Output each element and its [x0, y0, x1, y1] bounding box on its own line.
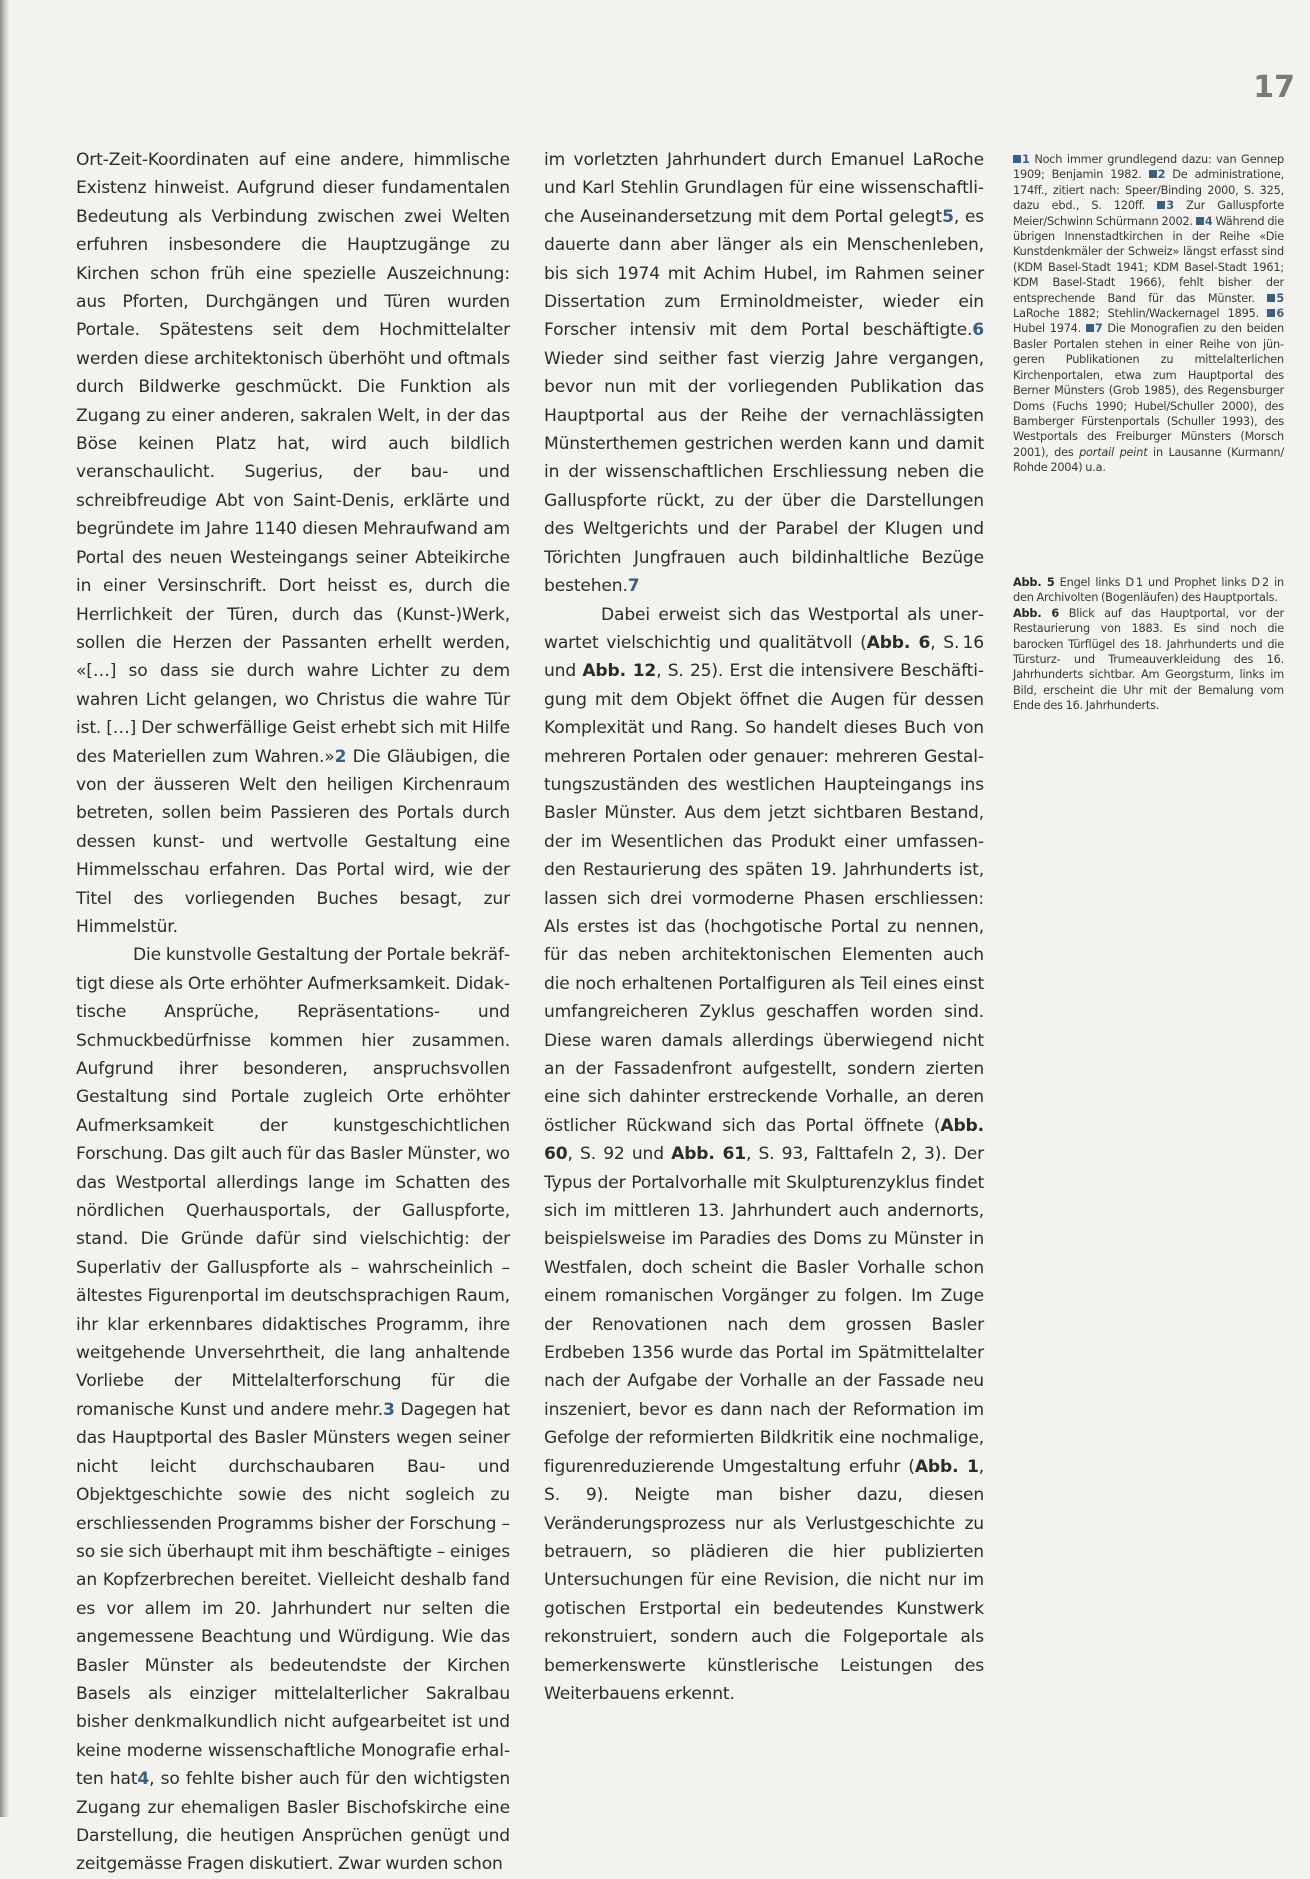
- figure-reference: Abb. 6: [866, 632, 931, 653]
- footnote-text: Während die übrigen Innenstadtkirchen in der Reihe «Die Kunstdenkmäler der Schweiz» längst erfasst sind (KDM Basel-Stadt 1941; KDM Basel-Stadt 1961; KDM Basel-Stadt 1966), fehlt bisher der entsprechende Band für das Münster.: [1013, 214, 1284, 305]
- footnote-marker: 5: [942, 206, 954, 227]
- footnotes-block: [1013, 152, 1284, 476]
- caption-label: Abb. 5: [1013, 576, 1055, 589]
- footnote-text: Hubel 1974.: [1013, 322, 1086, 336]
- paragraph: [76, 146, 510, 941]
- footnote-square-icon: [1267, 309, 1275, 317]
- footnote-square-icon: [1267, 294, 1275, 302]
- body-text: , S. 25). Erst die intensivere Beschäftigung mit dem Objekt öffnet die Augen für dessen Komplexität und Rang. So handelt dieses Buch von mehreren Portalen oder genauer: mehreren Gestaltungszuständen des westlichen Haupteingangs ins Basler Münster. Aus dem jetzt sichtbaren Bestand, der im Wesentlichen das Produkt einer umfassenden Restaurierung des späten 19. Jahrhunderts ist, lassen sich drei vormoderne Phasen erschliessen: Als erstes ist das (hochgotische Portal zu nennen, für das neben architektonischen Elementen auch die noch erhaltenen Portalfiguren als Teil eines einst umfangreicheren Zyklus geschaffen worden sind. Diese waren damals allerdings überwiegend nicht an der Fassadenfront aufgestellt, sondern zierten eine sich dahinter erstreckende Vorhalle, an deren östlicher Rückwand sich das Portal öffnete (: [544, 661, 985, 1136]
- footnote-square-icon: [1157, 201, 1165, 209]
- figure-caption: [1013, 575, 1284, 606]
- footnote-marker: 6: [972, 320, 984, 341]
- footnote-number: 4: [1204, 214, 1213, 228]
- body-column-left: [76, 146, 510, 1879]
- footnote-italic-text: portail peint: [1079, 445, 1148, 459]
- footnote-square-icon: [1013, 155, 1021, 163]
- caption-label: Abb. 6: [1013, 606, 1060, 620]
- footnote-text: Noch immer grundlegend dazu: van Gennep 1909; Benjamin 1982.: [1013, 153, 1284, 182]
- footnote-marker: 4: [137, 1769, 150, 1790]
- body-text: , so fehlte bisher auch für den wichtigsten Zugang zur ehemaligen Basler Bischofskirche eine Darstellung, die heutigen Ansprüchen genügt und zeitgemässe Fragen diskutiert. Zwar wurden schon: [76, 1769, 510, 1875]
- page-number: 17: [1253, 70, 1295, 105]
- paragraph: [76, 941, 510, 1878]
- footnotes-paragraph: [1013, 152, 1284, 476]
- footnote-number: 7: [1094, 322, 1103, 336]
- body-column-middle: [544, 146, 984, 1708]
- figure-reference: Abb. 1: [914, 1456, 979, 1477]
- body-text: Wieder sind seither fast vierzig Jahre vergangen, bevor nun mit der vorliegenden Publikation das Hauptportal aus der Reihe der vernachlässigten Münsterthemen gestrichen werden kann und damit in der wissenschaftlichen Erschliessung neben die Galluspforte rückt, zu der über die Darstellungen des Weltgerichts und der Parabel der Klugen und Törichten Jungfrauen auch bildinhaltliche Bezüge bestehen.: [544, 348, 984, 597]
- footnote-square-icon: [1196, 217, 1204, 225]
- footnote-number: 2: [1157, 168, 1166, 182]
- figure-reference: Abb. 12: [582, 661, 657, 682]
- body-text: , es dauerte dann aber länger als ein Menschenleben, bis sich 1974 mit Achim Hubel, im Rahmen seiner Dissertation zum Erminoldmeister, wieder ein Forscher intensiv mit dem Portal beschäftigte.: [544, 206, 984, 341]
- figure-reference: Abb. 61: [671, 1144, 746, 1165]
- footnote-marker: 2: [334, 746, 347, 767]
- body-text: Die Gläubigen, die von der äusseren Welt den heiligen Kirchenraum betreten, sollen beim Passieren des Portals durch dessen kunst- und wertvolle Gestaltung eine Himmelsschau erfahren. Das Portal wird, wie der Titel des vorliegenden Buches besagt, zur Himmelstür.: [76, 746, 510, 937]
- body-text: , S. 16 und: [544, 632, 985, 682]
- footnote-text: in Lausanne (Kurmann/​Rohde 2004) u.a.: [1013, 445, 1284, 475]
- caption-text: Blick auf das Hauptportal, vor der Restaurierung von 1883. Es sind noch die barocken Türflügel des 18. Jahrhunderts und die Türsturz- und Trumeauverkleidung des 16. Jahrhunderts sichtbar. Am Georgsturm, links im Bild, erscheint die Uhr mit der Bemalung vom Ende des 16. Jahrhunderts.: [1013, 606, 1284, 713]
- body-text: , S. 93, Falttafeln 2, 3). Der Typus der Portalvorhalle mit Skulpturenzyklus findet sich im mittleren 13. Jahrhundert auch andernorts, beispielsweise im Paradies des Doms zu Münster in Westfalen, doch scheint die Basler Vorhalle schon einem romanischen Vorgänger zu folgen. Im Zuge der Renovationen nach dem grossen Basler Erdbeben 1356 wurde das Portal im Spätmittelalter nach der Aufgabe der Vorhalle an der Fassade neu inszeniert, bevor es dann nach der Reformation im Gefolge der reformierten Bildkritik eine nochmalige, figurenreduzierende Umgestaltung erfuhr (: [544, 1144, 985, 1477]
- footnote-text: De administratione, 174ff., zitiert nach: Speer/​Binding 2000, S. 325, dazu ebd., S. 120ff.: [1013, 168, 1284, 213]
- paragraph: [544, 601, 984, 1709]
- figure-caption: [1013, 606, 1284, 714]
- caption-text: Engel links D 1 und Prophet links D 2 in den Archivolten (Bogenläufen) des Hauptportals.: [1013, 576, 1284, 605]
- body-text: Ort-Zeit-Koordinaten auf eine andere, himmlische Existenz hinweist. Aufgrund dieser fundamentalen Bedeutung als Verbindung zwischen zwei Welten erfuhren insbesondere die Hauptzugänge zu Kirchen schon früh eine spezielle Auszeichnung: aus Pforten, Durchgängen und Türen wurden Portale. Spätestens seit dem Hochmittelalter werden diese architektonisch überhöht und oftmals durch Bildwerke geschmückt. Die Funktion als Zugang zu einer anderen, sakralen Welt, in der das Böse keinen Platz hat, wird auch bildlich veranschaulicht. Sugerius, der bau- und schreibfreudige Abt von Saint-Denis, erklärte und begründete im Jahre 1140 diesen Mehraufwand am Portal des neuen Westeingangs seiner Abteikirche in einer Versinschrift. Dort heisst es, durch die Herrlichkeit der Türen, durch das (Kunst-)Werk, sollen die Herzen der Passanten erhellt werden, «[…] so dass sie durch wahre Lichter zu dem wahren Licht gelangen, wo Christus die wahre Tür ist. […] Der schwerfällige Geist erhebt sich mit Hilfe des Materiellen zum Wahren.»: [76, 150, 510, 767]
- body-text: im vorletzten Jahrhundert durch Emanuel LaRoche und Karl Stehlin Grundlagen für eine wissenschaftliche Auseinandersetzung mit dem Portal gelegt: [544, 150, 984, 227]
- footnote-number: 6: [1276, 307, 1284, 321]
- footnote-number: 1: [1022, 153, 1030, 166]
- body-text: Die kunstvolle Gestaltung der Portale bekräftigt diese als Orte erhöhter Aufmerksamkeit. Didaktische Ansprüche, Repräsentations- und Schmuckbedürfnisse kommen hier zusammen. Aufgrund ihrer besonderen, anspruchsvollen Gestaltung sind Portale zugleich Orte erhöhter Aufmerksamkeit der kunstgeschichtlichen Forschung. Das gilt auch für das Basler Münster, wo das Westportal allerdings lange im Schatten des nördlichen Querhausportals, der Galluspforte, stand. Die Gründe dafür sind vielschichtig: der Superlativ der Galluspforte als – wahrscheinlich – ältestes Figurenportal im deutschsprachigen Raum, ihr klar erkennbares didaktisches Programm, ihre weitgehende Unversehrtheit, die lang anhaltende Vorliebe der Mittelalterforschung für die romanische Kunst und andere mehr.: [76, 945, 510, 1420]
- page-binding-edge: [0, 0, 9, 1817]
- figure-captions-block: [1013, 575, 1284, 714]
- footnote-marker: 3: [383, 1399, 395, 1420]
- paragraph: [544, 146, 984, 601]
- footnote-number: 5: [1276, 291, 1284, 305]
- body-text: Dagegen hat das Hauptportal des Basler Münsters wegen seiner nicht leicht durchschaubaren Bau- und Objektgeschichte sowie des nicht sogleich zu erschliessenden Programms bisher der Forschung – so sie sich überhaupt mit ihm beschäftigte – einiges an Kopfzerbrechen bereitet. Vielleicht deshalb fand es vor allem im 20. Jahrhundert nur selten die angemessene Beachtung und Würdigung. Wie das Basler Münster als bedeutendste der Kirchen Basels als einziger mittelalterlicher Sakralbau bisher denkmalkundlich nicht aufgearbeitet ist und keine moderne wissenschaftliche Monografie erhalten hat: [76, 1399, 510, 1790]
- footnote-square-icon: [1149, 170, 1157, 178]
- footnote-square-icon: [1086, 324, 1094, 332]
- footnote-marker: 7: [627, 576, 640, 597]
- body-text: , S. 9). Neigte man bisher dazu, diesen Veränderungsprozess nur als Verlustgeschichte zu betrauern, so plädieren die hier publizierten Untersuchungen für eine Revision, die nicht nur im gotischen Erstportal ein bedeutendes Kunstwerk rekonstruiert, sondern auch die Folgeportale als bemerkenswerte künstlerische Leistungen des Weiterbauens erkennt.: [544, 1456, 985, 1704]
- footnote-number: 3: [1166, 199, 1174, 213]
- footnote-text: Die Monografien zu den beiden Basler Portalen stehen in einer Reihe von jüngeren Publikationen zu mittelalterlichen Kirchenportalen, etwa zum Hauptportal des Berner Münsters (Grob 1985), des Regensburger Doms (Fuchs 1990; Hubel/​Schuller 2000), des Bamberger Fürstenportals (Schuller 1993), des Westportals des Freiburger Münsters (Morsch 2001), des: [1013, 322, 1284, 459]
- body-text: , S. 92 und: [567, 1144, 672, 1165]
- body-text: Dabei erweist sich das Westportal als unerwartet vielschichtig und qualitätvoll (: [544, 604, 984, 653]
- figure-reference: Abb. 60: [544, 1115, 984, 1165]
- footnote-text: LaRoche 1882; Stehlin/​Wackernagel 1895.: [1013, 307, 1268, 321]
- footnote-text: Zur Galluspforte Meier/Schwinn Schürmann 2002.: [1013, 199, 1284, 228]
